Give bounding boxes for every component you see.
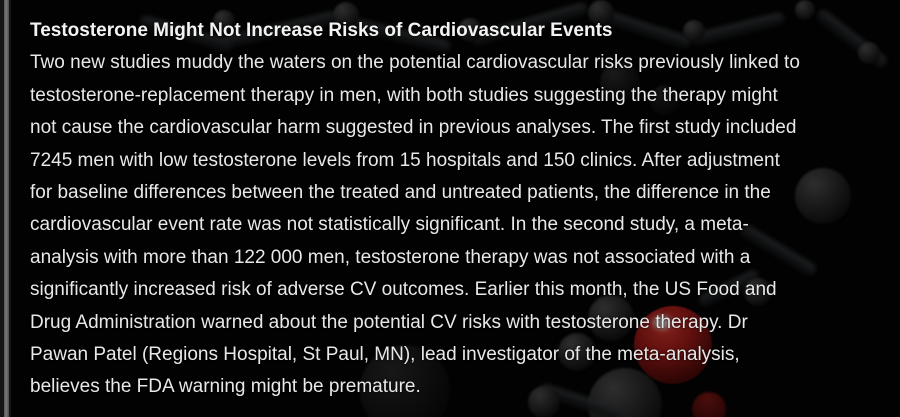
article-line: Pawan Patel (Regions Hospital, St Paul, MN), lead investigator of the meta-analysis, — [30, 344, 740, 366]
article-line: believes the FDA warning might be premature. — [30, 376, 421, 398]
article-line: for baseline differences between the treated and untreated patients, the difference in the — [30, 182, 771, 204]
article-title: Testosterone Might Not Increase Risks of Cardiovascular Events — [30, 20, 613, 41]
atom-sphere — [795, 168, 851, 224]
article-line: Drug Administration warned about the potential CV risks with testosterone therapy. Dr — [30, 311, 748, 333]
article-line: Two new studies muddy the waters on the potential cardiovascular risks previously linked to — [30, 52, 800, 74]
article-line: 7245 men with low testosterone levels from 15 hospitals and 150 clinics. After adjustment — [30, 149, 780, 171]
bond-rod — [814, 7, 889, 70]
article-line: cardiovascular event rate was not statistically significant. In the second study, a meta- — [30, 214, 749, 236]
article-line: not cause the cardiovascular harm suggested in previous analyses. The first study included — [30, 117, 797, 139]
left-edge-bar — [4, 0, 9, 417]
atom-sphere — [858, 42, 880, 64]
article-line: analysis with more than 122 000 men, testosterone therapy was not associated with a — [30, 246, 751, 268]
article — [30, 15, 800, 404]
article-line: significantly increased risk of adverse CV outcomes. Earlier this month, the US Food and — [30, 279, 777, 301]
window-left-border — [0, 0, 11, 417]
article-line: testosterone-replacement therapy in men, with both studies suggesting the therapy might — [30, 84, 778, 106]
